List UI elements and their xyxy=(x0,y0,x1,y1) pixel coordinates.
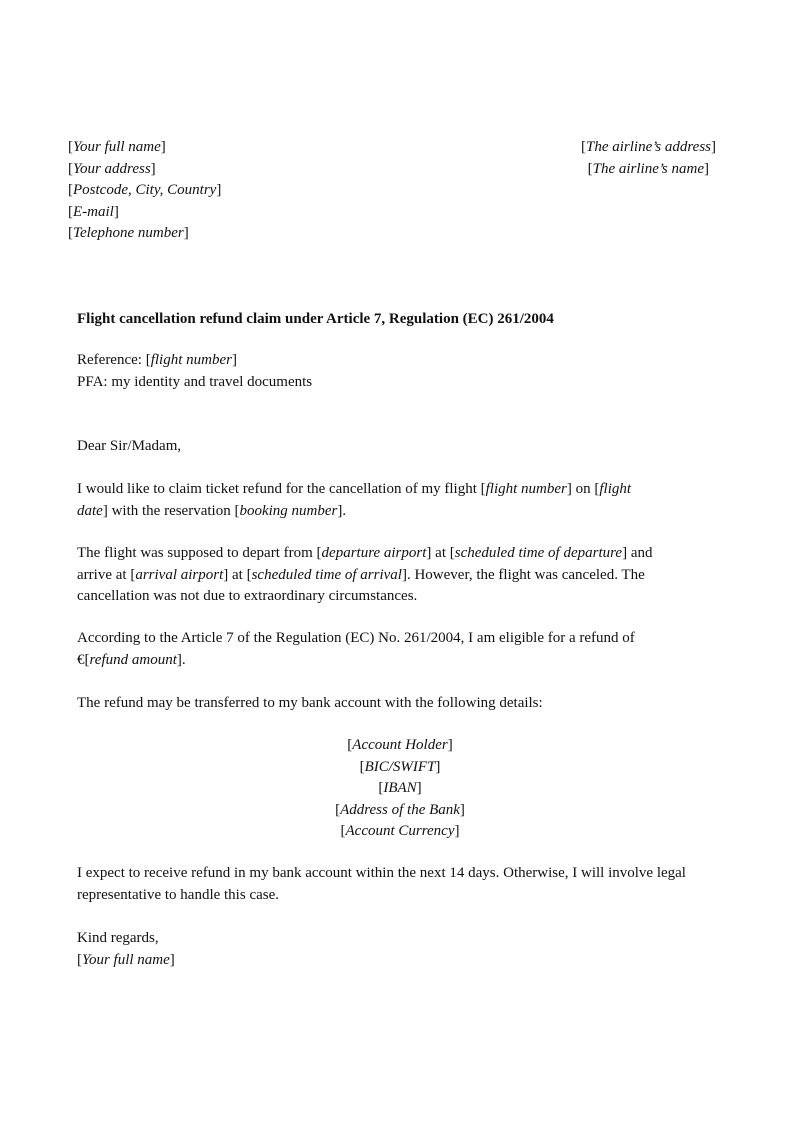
closing-regards: Kind regards, xyxy=(77,930,159,946)
sender-block xyxy=(68,137,368,245)
recipient-block xyxy=(520,137,716,180)
bank-account-holder: [Account Holder] xyxy=(347,737,453,753)
bank-bic-swift: [BIC/SWIFT] xyxy=(359,758,441,775)
sender-full-name: [Your full name] xyxy=(68,139,166,155)
closing-block xyxy=(77,928,737,971)
sender-postcode-city-country: [Postcode, City, Country] xyxy=(68,182,222,198)
letter-subject: Flight cancellation refund claim under Article 7, Regulation (EC) 261/2004 xyxy=(77,311,554,327)
sender-address: [Your address] xyxy=(68,160,156,177)
paragraph-eligibility: According to the Article 7 of the Regulation (EC) No. 261/2004, I am eligible for a refund of €[refund amount]. xyxy=(77,630,635,668)
closing-signature-name: [Your full name] xyxy=(77,951,175,968)
pfa-line: PFA: my identity and travel documents xyxy=(77,373,313,390)
sender-email: [E-mail] xyxy=(68,203,119,220)
paragraph-transfer: The refund may be transferred to my bank account with the following details: xyxy=(77,695,543,711)
bank-details-block xyxy=(200,735,600,843)
bank-account-currency: [Account Currency] xyxy=(340,823,460,839)
recipient-airline-name: [The airline’s name] xyxy=(587,160,709,177)
paragraph-claim: I would like to claim ticket refund for the cancellation of my flight [flight number] on [flight date] with the reservation [booking number]. xyxy=(77,481,632,519)
paragraph-deadline: I expect to receive refund in my bank account within the next 14 days. Otherwise, I will involve legal representative to handle this case. xyxy=(77,865,686,903)
paragraph-flight-details: The flight was supposed to depart from [departure airport] at [scheduled time of departure] and arrive at [arrival airport] at [scheduled time of arrival]. However, the flight was canceled. The cancellation was not due to extraordinary circumstances. xyxy=(77,545,653,604)
reference-block xyxy=(77,350,737,393)
bank-address: [Address of the Bank] xyxy=(335,801,465,818)
reference-line: Reference: [flight number] xyxy=(77,352,237,368)
sender-telephone: [Telephone number] xyxy=(68,225,189,241)
recipient-airline-address: [The airline’s address] xyxy=(580,139,716,155)
bank-iban: [IBAN] xyxy=(378,780,422,796)
salutation: Dear Sir/Madam, xyxy=(77,438,182,454)
